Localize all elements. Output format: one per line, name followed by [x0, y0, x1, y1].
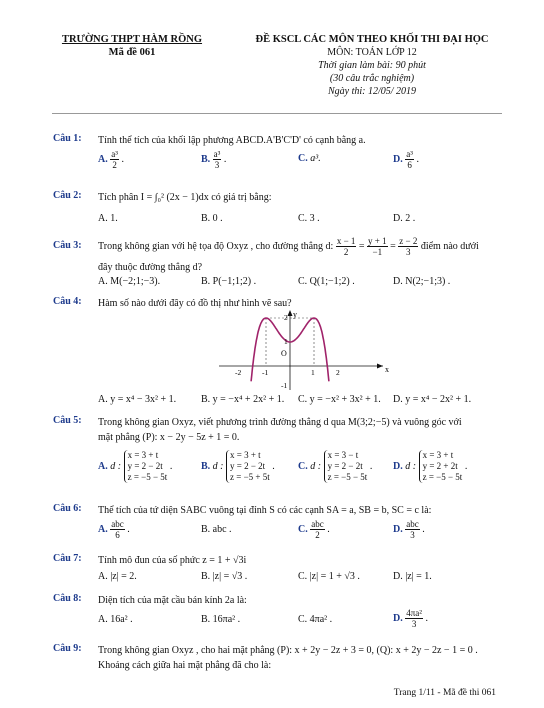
function-graph — [211, 308, 391, 392]
subject: MÔN: TOÁN LỚP 12 — [327, 47, 417, 58]
question-7 — [53, 553, 503, 587]
duration: Thời gian làm bài: 90 phút — [318, 60, 426, 71]
question-text: Trong không gian với hệ tọa độ Oxyz , cho đường thẳng d: $\frac{x - 1}{2}$ = $\frac{y + 1}{-1}$ = $\frac{z - 2}{3}$ điểm nào dưới — [98, 236, 479, 257]
option-c[interactable]: C. 3 . — [298, 213, 320, 224]
question-label: Câu 7: — [53, 553, 82, 564]
option-c[interactable]: C. d : x = 3 − t y = 2 − 2t z = −5 − 5t . — [298, 450, 373, 482]
question-label: Câu 5: — [53, 415, 82, 426]
question-label: Câu 4: — [53, 296, 82, 307]
header-divider — [52, 113, 502, 114]
option-d[interactable]: D. N(2;−1;3) . — [393, 276, 451, 287]
question-2 — [53, 190, 503, 226]
question-label: Câu 6: — [53, 503, 82, 514]
axis-y-label: y — [293, 310, 297, 319]
option-a[interactable]: A. $\frac{\text{a³}}{2}$ . — [98, 149, 124, 170]
option-b[interactable]: B. P(−1;1;2) . — [201, 276, 257, 287]
question-8 — [53, 593, 503, 633]
tick-y-1: 1 — [284, 337, 288, 346]
exam-code: Mã đề 061 — [108, 47, 156, 58]
question-1 — [53, 133, 503, 173]
question-text: Diện tích của mặt cầu bán kính 2a là: — [98, 595, 247, 606]
option-b[interactable]: B. $\frac{\text{a³}}{3}$ . — [201, 149, 227, 170]
question-text: Trong không gian Oxyz, viết phương trình đường thẳng d qua M(3;2;−5) và vuông góc với — [98, 417, 462, 428]
option-d[interactable]: D. $\frac{\text{4πa²}}{3}$ . — [393, 608, 428, 629]
exam-date: Ngày thi: 12/05/ 2019 — [327, 86, 417, 97]
axis-x-label: x — [385, 365, 389, 374]
option-a[interactable]: A. $\frac{\text{abc}}{6}$ . — [98, 519, 130, 540]
option-a[interactable]: A. y = x⁴ − 3x² + 1. — [98, 394, 177, 405]
exam-title: ĐỀ KSCL CÁC MÔN THEO KHỐI THI ĐẠI HỌC — [255, 34, 489, 45]
option-d[interactable]: D. d : x = 3 + t y = 2 + 2t z = −5 − 5t . — [393, 450, 468, 482]
question-label: Câu 9: — [53, 643, 82, 654]
exam-header — [232, 33, 512, 98]
option-b[interactable]: B. y = −x⁴ + 2x² + 1. — [201, 394, 285, 405]
questions-count: (30 câu trắc nghiệm) — [329, 73, 415, 84]
option-b[interactable]: B. 16πa² . — [201, 614, 241, 625]
question-text-2: đây thuộc đường thẳng d? — [98, 262, 203, 273]
question-6 — [53, 503, 503, 543]
option-b[interactable]: B. |z| = √3 . — [201, 571, 248, 582]
question-4 — [53, 296, 503, 408]
option-d[interactable]: D. |z| = 1. — [393, 571, 432, 582]
option-c[interactable]: C. a³. — [298, 153, 321, 164]
option-d[interactable]: D. 2 . — [393, 213, 416, 224]
question-label: Câu 3: — [53, 240, 82, 251]
question-text: Tính mô đun của số phức z = 1 + √3i — [98, 555, 247, 566]
option-c[interactable]: C. y = −x² + 3x² + 1. — [298, 394, 381, 405]
question-3 — [53, 236, 503, 288]
option-c[interactable]: C. Q(1;−1;2) . — [298, 276, 355, 287]
question-text: Trong không gian Oxyz , cho hai mặt phẳng (P): x + 2y − 2z + 3 = 0, (Q): x + 2y − 2z − 1 = 0 . — [98, 645, 478, 656]
option-a[interactable]: A. d : x = 3 + t y = 2 − 2t z = −5 − 5t . — [98, 450, 173, 482]
option-b[interactable]: B. abc . — [201, 524, 232, 535]
option-a[interactable]: A. |z| = 2. — [98, 571, 137, 582]
option-b[interactable]: B. d : x = 3 + t y = 2 − 2t z = −5 + 5t . — [201, 450, 275, 482]
option-d[interactable]: D. y = x⁴ − 2x² + 1. — [393, 394, 472, 405]
option-a[interactable]: A. M(−2;1;−3). — [98, 276, 161, 287]
question-text: Thể tích của tứ diện SABC vuông tại đỉnh S có các cạnh SA = a, SB = b, SC = c là: — [98, 505, 432, 516]
question-text: Tính thể tích của khối lập phương ABCD.A'B'C'D' có cạnh bằng a. — [98, 135, 366, 146]
question-label: Câu 1: — [53, 133, 82, 144]
tick-x-neg2: -2 — [235, 368, 242, 377]
question-label: Câu 8: — [53, 593, 82, 604]
question-9 — [53, 643, 503, 675]
tick-x-2: 2 — [336, 368, 340, 377]
option-b[interactable]: B. 0 . — [201, 213, 223, 224]
option-c[interactable]: C. $\frac{\text{abc}}{2}$ . — [298, 519, 330, 540]
school-header — [52, 33, 212, 59]
question-text: Hàm số nào dưới đây có đồ thị như hình vẽ sau? — [98, 298, 292, 309]
option-a[interactable]: A. 1. — [98, 213, 118, 224]
question-label: Câu 2: — [53, 190, 82, 201]
page-footer: Trang 1/11 - Mã đề thi 061 — [393, 688, 496, 698]
option-d[interactable]: D. $\frac{\text{a³}}{6}$ . — [393, 149, 419, 170]
question-5 — [53, 415, 503, 497]
tick-x-neg1: -1 — [262, 368, 269, 377]
tick-y-2: 2 — [284, 313, 288, 322]
question-text-2: mặt phẳng (P): x − 2y − 5z + 1 = 0. — [98, 432, 240, 443]
question-text-2: Khoảng cách giữa hai mặt phẳng đã cho là: — [98, 660, 272, 671]
option-d[interactable]: D. $\frac{\text{abc}}{3}$ . — [393, 519, 425, 540]
option-a[interactable]: A. 16a² . — [98, 614, 133, 625]
tick-y-neg1: -1 — [281, 381, 288, 390]
school-name: TRƯỜNG THPT HÀM RỒNG — [61, 34, 203, 45]
tick-x-1: 1 — [311, 368, 315, 377]
origin-label: O — [281, 349, 287, 358]
option-c[interactable]: C. |z| = 1 + √3 . — [298, 571, 360, 582]
option-c[interactable]: C. 4πa² . — [298, 614, 333, 625]
question-text: Tích phân I = ∫₀² (2x − 1)dx có giá trị bằng: — [98, 192, 272, 203]
